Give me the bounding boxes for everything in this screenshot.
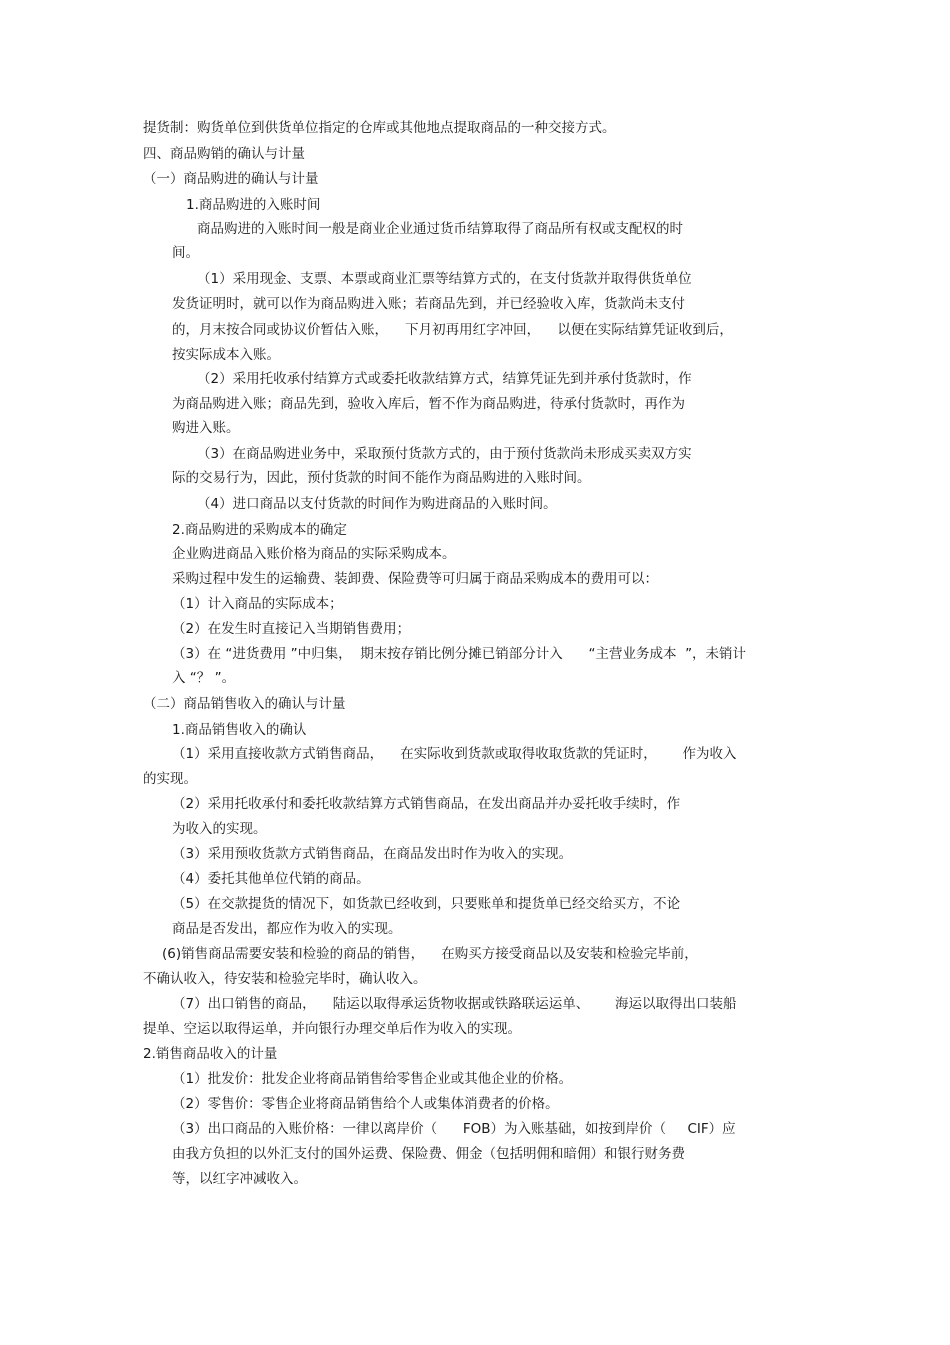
text-line: 为商品购进入账；商品先到，验收入库后，暂不作为商品购进，待承付货款时，再作为 — [172, 396, 685, 412]
text-line: （4）委托其他单位代销的商品。 — [172, 871, 370, 887]
text-line: （3）在商品购进业务中，采取预付货款方式的，由于预付货款尚未形成买卖双方实 — [197, 446, 692, 462]
text-line: （1）采用直接收款方式销售商品， 在实际收到货款或取得收取货款的凭证时， 作为收入 — [172, 746, 737, 762]
text-line: 不确认收入，待安装和检验完毕时，确认收入。 — [143, 971, 427, 987]
item-heading: 2.商品购进的采购成本的确定 — [172, 522, 347, 538]
text-line: 间。 — [172, 245, 199, 261]
subsection-heading: （一）商品购进的确认与计量 — [143, 171, 319, 187]
text-line: 的实现。 — [143, 771, 197, 787]
text-line: （1）采用现金、支票、本票或商业汇票等结算方式的，在支付货款并取得供货单位 — [197, 271, 692, 287]
text-line: （2）零售价：零售企业将商品销售给个人或集体消费者的价格。 — [172, 1096, 559, 1112]
text-line: (6)销售商品需要安装和检验的商品的销售， 在购买方接受商品以及安装和检验完毕前， — [162, 946, 698, 962]
text-line: 采购过程中发生的运输费、装卸费、保险费等可归属于商品采购成本的费用可以： — [172, 571, 658, 587]
section-heading: 四、商品购销的确认与计量 — [143, 146, 305, 162]
text-line: （4）进口商品以支付货款的时间作为购进商品的入账时间。 — [197, 496, 557, 512]
text-line: （2）采用托收承付结算方式或委托收款结算方式，结算凭证先到并承付货款时，作 — [197, 371, 692, 387]
text-line: （2）在发生时直接记入当期销售费用； — [172, 621, 411, 637]
text-line: 为收入的实现。 — [172, 821, 267, 837]
text-line: 际的交易行为，因此，预付货款的时间不能作为商品购进的入账时间。 — [172, 470, 591, 486]
text-line: 入 “？ ”。 — [172, 670, 236, 686]
text-line: 提货制：购货单位到供货单位指定的仓库或其他地点提取商品的一种交接方式。 — [143, 120, 616, 136]
item-heading: 1.商品购进的入账时间 — [186, 197, 321, 213]
text-line: 等，以红字冲减收入。 — [172, 1171, 307, 1187]
text-line: 商品是否发出，都应作为收入的实现。 — [172, 921, 402, 937]
text-line: 由我方负担的以外汇支付的国外运费、保险费、佣金（包括明佣和暗佣）和银行财务费 — [172, 1146, 685, 1162]
text-line: （7）出口销售的商品， 陆运以取得承运货物收据或铁路联运运单、 海运以取得出口装船 — [172, 996, 737, 1012]
text-line: （1）批发价：批发企业将商品销售给零售企业或其他企业的价格。 — [172, 1071, 573, 1087]
text-line: 的，月末按合同或协议价暂估入账， 下月初再用红字冲回， 以便在实际结算凭证收到后， — [172, 322, 733, 338]
text-line: 发货证明时，就可以作为商品购进入账；若商品先到，并已经验收入库，货款尚未支付 — [172, 296, 685, 312]
text-line: 企业购进商品入账价格为商品的实际采购成本。 — [172, 546, 456, 562]
text-line: 提单、空运以取得运单，并向银行办理交单后作为收入的实现。 — [143, 1021, 521, 1037]
text-line: （1）计入商品的实际成本； — [172, 596, 343, 612]
text-line: （2）采用托收承付和委托收款结算方式销售商品，在发出商品并办妥托收手续时，作 — [172, 796, 681, 812]
text-line: （3）采用预收货款方式销售商品，在商品发出时作为收入的实现。 — [172, 846, 573, 862]
text-line: 按实际成本入账。 — [172, 347, 280, 363]
subsection-heading: （二）商品销售收入的确认与计量 — [143, 696, 346, 712]
text-line: 购进入账。 — [172, 420, 240, 436]
item-heading: 1.商品销售收入的确认 — [172, 722, 307, 738]
text-line: （3）在 “进货费用 ”中归集， 期末按存销比例分摊已销部分计入 “主营业务成本 ”，未销计 — [172, 646, 747, 662]
text-line: （3）出口商品的入账价格：一律以离岸价（ FOB）为入账基础，如按到岸价（ CIF）应 — [172, 1121, 736, 1137]
text-line: 商品购进的入账时间一般是商业企业通过货币结算取得了商品所有权或支配权的时 — [197, 221, 683, 237]
text-line: （5）在交款提货的情况下，如货款已经收到，只要账单和提货单已经交给买方，不论 — [172, 896, 681, 912]
item-heading: 2.销售商品收入的计量 — [143, 1046, 278, 1062]
